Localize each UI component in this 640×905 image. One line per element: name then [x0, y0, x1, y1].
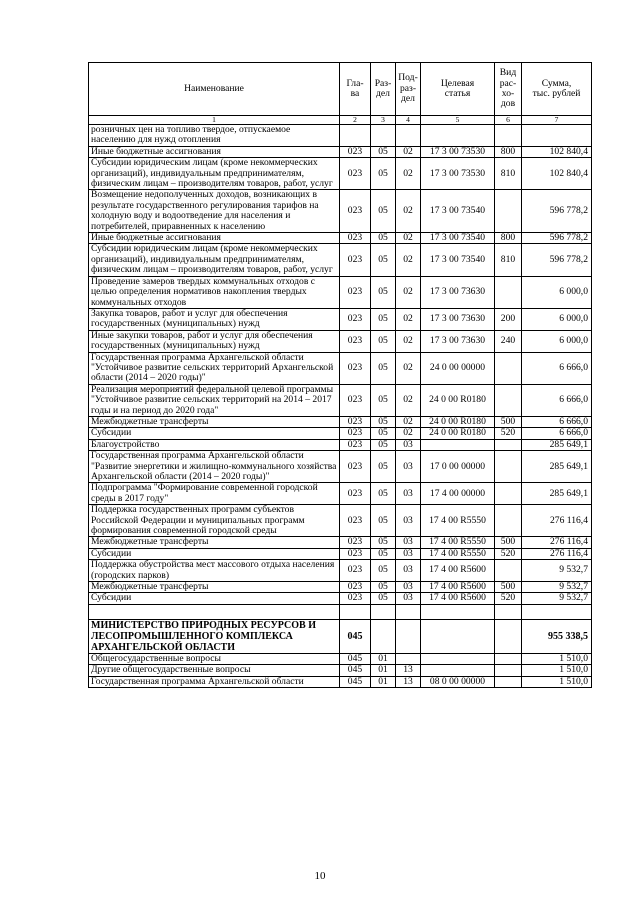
- col-target-header: Целевая статья: [421, 63, 495, 116]
- row-sum-cell: 285 649,1: [522, 483, 592, 505]
- row-name-cell: Реализация мероприятий федеральной целевой программы "Устойчивое развитие сельских территорий на 2014 – 2017 годы и на период до 2020 года": [89, 384, 340, 416]
- table-row: [89, 330, 592, 352]
- row-section-cell: [371, 604, 396, 619]
- row-section-cell: 05: [371, 276, 396, 308]
- row-section-cell: 05: [371, 416, 396, 427]
- row-name-cell: МИНИСТЕРСТВО ПРИРОДНЫХ РЕСУРСОВ И ЛЕСОПРОМЫШЛЕННОГО КОМПЛЕКСА АРХАНГЕЛЬСКОЙ ОБЛАСТИ: [89, 619, 340, 653]
- table-row: [89, 676, 592, 687]
- row-type-cell: [495, 451, 522, 483]
- row-sum-cell: 9 532,7: [522, 560, 592, 582]
- row-sum-cell: 285 649,1: [522, 439, 592, 450]
- row-section-cell: 05: [371, 244, 396, 276]
- table-row: [89, 428, 592, 439]
- row-target-cell: 17 3 00 73540: [421, 244, 495, 276]
- row-sum-cell: 276 116,4: [522, 537, 592, 548]
- row-type-cell: 800: [495, 146, 522, 157]
- row-name-cell: Поддержка обустройства мест массового отдыха населения (городских парков): [89, 560, 340, 582]
- table-row: [89, 158, 592, 190]
- row-name-cell: Подпрограмма "Формирование современной городской среды в 2017 году": [89, 483, 340, 505]
- row-type-cell: 500: [495, 537, 522, 548]
- table-row: [89, 352, 592, 384]
- row-target-cell: 17 4 00 00000: [421, 483, 495, 505]
- row-target-cell: 24 0 00 00000: [421, 352, 495, 384]
- col-sum-header: Сумма, тыс. рублей: [522, 63, 592, 116]
- row-subsection-cell: 03: [396, 593, 421, 604]
- row-chapter-cell: 023: [340, 233, 371, 244]
- row-name-cell: Закупка товаров, работ и услуг для обеспечения государственных (муниципальных) нужд: [89, 308, 340, 330]
- col-chapter-header: Гла- ва: [340, 63, 371, 116]
- table-row: [89, 146, 592, 157]
- row-section-cell: 05: [371, 439, 396, 450]
- row-section-cell: 05: [371, 451, 396, 483]
- row-name-cell: Субсидии юридическим лицам (кроме некоммерческих организаций), индивидуальным предпринимателям, физическим лицам – производителям товаров, работ, услуг: [89, 158, 340, 190]
- row-type-cell: 500: [495, 416, 522, 427]
- row-name-cell: Субсидии: [89, 428, 340, 439]
- row-section-cell: 05: [371, 352, 396, 384]
- row-sum-cell: 9 532,7: [522, 593, 592, 604]
- table-row: [89, 190, 592, 233]
- row-section-cell: 05: [371, 548, 396, 559]
- row-type-cell: [495, 604, 522, 619]
- row-subsection-cell: 03: [396, 483, 421, 505]
- table-row: [89, 384, 592, 416]
- row-section-cell: 01: [371, 653, 396, 664]
- row-section-cell: 05: [371, 505, 396, 537]
- row-target-cell: [421, 604, 495, 619]
- row-subsection-cell: 02: [396, 190, 421, 233]
- row-chapter-cell: 023: [340, 244, 371, 276]
- row-type-cell: [495, 665, 522, 676]
- row-chapter-cell: 023: [340, 158, 371, 190]
- table-row: [89, 604, 592, 619]
- row-target-cell: 17 4 00 R5600: [421, 560, 495, 582]
- table-row: [89, 451, 592, 483]
- row-type-cell: [495, 483, 522, 505]
- row-type-cell: [495, 653, 522, 664]
- row-section-cell: 05: [371, 190, 396, 233]
- row-subsection-cell: 13: [396, 665, 421, 676]
- row-name-cell: Межбюджетные трансферты: [89, 582, 340, 593]
- row-section-cell: [371, 619, 396, 653]
- row-sum-cell: 6 000,0: [522, 308, 592, 330]
- table-row: [89, 548, 592, 559]
- row-name-cell: Государственная программа Архангельской области "Устойчивое развитие сельских территорий Архангельской области (2014 – 2020 годы)": [89, 352, 340, 384]
- row-target-cell: 17 4 00 R5600: [421, 582, 495, 593]
- row-chapter-cell: 023: [340, 483, 371, 505]
- row-type-cell: 200: [495, 308, 522, 330]
- row-subsection-cell: 03: [396, 548, 421, 559]
- row-name-cell: розничных цен на топливо твердое, отпускаемое населению для нужд отопления: [89, 125, 340, 147]
- table-row: [89, 233, 592, 244]
- row-sum-cell: 9 532,7: [522, 582, 592, 593]
- row-type-cell: 240: [495, 330, 522, 352]
- row-sum-cell: 6 000,0: [522, 330, 592, 352]
- row-subsection-cell: [396, 619, 421, 653]
- row-target-cell: 17 3 00 73540: [421, 190, 495, 233]
- table-row: [89, 619, 592, 653]
- table-row: [89, 593, 592, 604]
- table-row: [89, 653, 592, 664]
- row-type-cell: [495, 125, 522, 147]
- row-type-cell: [495, 384, 522, 416]
- row-subsection-cell: 02: [396, 244, 421, 276]
- table-row: [89, 582, 592, 593]
- row-chapter-cell: 023: [340, 505, 371, 537]
- row-target-cell: 17 3 00 73630: [421, 330, 495, 352]
- row-subsection-cell: 02: [396, 158, 421, 190]
- row-subsection-cell: 02: [396, 416, 421, 427]
- row-section-cell: 05: [371, 384, 396, 416]
- row-sum-cell: 6 666,0: [522, 384, 592, 416]
- row-sum-cell: [522, 125, 592, 147]
- row-sum-cell: 6 666,0: [522, 428, 592, 439]
- row-name-cell: Субсидии: [89, 548, 340, 559]
- row-name-cell: Благоустройство: [89, 439, 340, 450]
- row-subsection-cell: 03: [396, 537, 421, 548]
- row-chapter-cell: 023: [340, 451, 371, 483]
- row-subsection-cell: 13: [396, 676, 421, 687]
- row-subsection-cell: 02: [396, 276, 421, 308]
- row-name-cell: Государственная программа Архангельской области "Развитие энергетики и жилищно-коммунального хозяйства Архангельской области (2014 – 2020 годы)": [89, 451, 340, 483]
- row-type-cell: 520: [495, 593, 522, 604]
- row-target-cell: 24 0 00 R0180: [421, 428, 495, 439]
- row-type-cell: 810: [495, 244, 522, 276]
- col-subsection-header: Под- раз- дел: [396, 63, 421, 116]
- row-name-cell: Общегосударственные вопросы: [89, 653, 340, 664]
- row-sum-cell: 276 116,4: [522, 548, 592, 559]
- row-sum-cell: 102 840,4: [522, 158, 592, 190]
- row-subsection-cell: 03: [396, 451, 421, 483]
- row-subsection-cell: 03: [396, 439, 421, 450]
- row-sum-cell: 596 778,2: [522, 244, 592, 276]
- row-sum-cell: 955 338,5: [522, 619, 592, 653]
- row-subsection-cell: 02: [396, 384, 421, 416]
- row-section-cell: 05: [371, 146, 396, 157]
- row-target-cell: [421, 125, 495, 147]
- col-number: 5: [421, 116, 495, 125]
- row-subsection-cell: 03: [396, 505, 421, 537]
- row-section-cell: [371, 125, 396, 147]
- row-subsection-cell: 03: [396, 560, 421, 582]
- row-sum-cell: 6 666,0: [522, 352, 592, 384]
- row-target-cell: 24 0 00 R0180: [421, 384, 495, 416]
- row-type-cell: 810: [495, 158, 522, 190]
- row-name-cell: Возмещение недополученных доходов, возникающих в результате государственного регулирования тарифов на холодную воду и водоотведение для населения и потребителей, приравненных к населению: [89, 190, 340, 233]
- row-target-cell: 17 4 00 R5550: [421, 537, 495, 548]
- col-number: 4: [396, 116, 421, 125]
- header-row: [89, 63, 592, 116]
- row-chapter-cell: 045: [340, 676, 371, 687]
- row-chapter-cell: 023: [340, 582, 371, 593]
- table-row: [89, 244, 592, 276]
- row-subsection-cell: 02: [396, 352, 421, 384]
- row-chapter-cell: [340, 125, 371, 147]
- table-row: [89, 125, 592, 147]
- row-name-cell: [89, 604, 340, 619]
- row-subsection-cell: [396, 653, 421, 664]
- row-type-cell: [495, 352, 522, 384]
- row-type-cell: [495, 560, 522, 582]
- budget-table-sheet: [88, 62, 591, 688]
- row-type-cell: 520: [495, 428, 522, 439]
- row-type-cell: [495, 619, 522, 653]
- row-target-cell: 17 3 00 73540: [421, 233, 495, 244]
- row-type-cell: [495, 439, 522, 450]
- row-chapter-cell: 023: [340, 548, 371, 559]
- row-type-cell: 800: [495, 233, 522, 244]
- row-chapter-cell: 023: [340, 190, 371, 233]
- row-target-cell: 08 0 00 00000: [421, 676, 495, 687]
- row-sum-cell: 6 666,0: [522, 416, 592, 427]
- row-target-cell: [421, 653, 495, 664]
- row-sum-cell: 1 510,0: [522, 653, 592, 664]
- row-target-cell: 24 0 00 R0180: [421, 416, 495, 427]
- row-section-cell: 01: [371, 676, 396, 687]
- row-name-cell: Иные закупки товаров, работ и услуг для обеспечения государственных (муниципальных) нужд: [89, 330, 340, 352]
- row-sum-cell: 276 116,4: [522, 505, 592, 537]
- row-target-cell: [421, 665, 495, 676]
- row-subsection-cell: [396, 125, 421, 147]
- row-target-cell: 17 0 00 00000: [421, 451, 495, 483]
- row-type-cell: [495, 276, 522, 308]
- table-row: [89, 276, 592, 308]
- row-section-cell: 05: [371, 330, 396, 352]
- row-name-cell: Субсидии: [89, 593, 340, 604]
- row-subsection-cell: 02: [396, 146, 421, 157]
- col-section-header: Раз- дел: [371, 63, 396, 116]
- row-sum-cell: 102 840,4: [522, 146, 592, 157]
- row-chapter-cell: 023: [340, 384, 371, 416]
- col-number: 3: [371, 116, 396, 125]
- row-target-cell: 17 3 00 73630: [421, 276, 495, 308]
- col-name-header: Наименование: [89, 63, 340, 116]
- row-chapter-cell: 023: [340, 146, 371, 157]
- col-number: 1: [89, 116, 340, 125]
- row-type-cell: 500: [495, 582, 522, 593]
- row-target-cell: 17 3 00 73530: [421, 158, 495, 190]
- row-section-cell: 05: [371, 560, 396, 582]
- row-section-cell: 05: [371, 233, 396, 244]
- row-name-cell: Государственная программа Архангельской области: [89, 676, 340, 687]
- row-sum-cell: 1 510,0: [522, 665, 592, 676]
- row-subsection-cell: 02: [396, 428, 421, 439]
- row-sum-cell: 1 510,0: [522, 676, 592, 687]
- row-type-cell: [495, 190, 522, 233]
- row-section-cell: 05: [371, 308, 396, 330]
- col-number: 6: [495, 116, 522, 125]
- row-name-cell: Межбюджетные трансферты: [89, 537, 340, 548]
- row-section-cell: 01: [371, 665, 396, 676]
- row-target-cell: 17 4 00 R5600: [421, 593, 495, 604]
- row-subsection-cell: 02: [396, 308, 421, 330]
- row-name-cell: Межбюджетные трансферты: [89, 416, 340, 427]
- table-row: [89, 560, 592, 582]
- row-name-cell: Поддержка государственных программ субъектов Российской Федерации и муниципальных программ формирования современной городской среды: [89, 505, 340, 537]
- row-section-cell: 05: [371, 483, 396, 505]
- row-section-cell: 05: [371, 428, 396, 439]
- row-chapter-cell: 045: [340, 665, 371, 676]
- row-sum-cell: 285 649,1: [522, 451, 592, 483]
- row-target-cell: 17 4 00 R5550: [421, 548, 495, 559]
- table-body: [89, 125, 592, 688]
- table-row: [89, 665, 592, 676]
- row-sum-cell: 596 778,2: [522, 233, 592, 244]
- row-name-cell: Другие общегосударственные вопросы: [89, 665, 340, 676]
- row-chapter-cell: 023: [340, 416, 371, 427]
- row-chapter-cell: 023: [340, 276, 371, 308]
- row-subsection-cell: [396, 604, 421, 619]
- row-target-cell: [421, 439, 495, 450]
- row-subsection-cell: 02: [396, 233, 421, 244]
- row-section-cell: 05: [371, 582, 396, 593]
- col-number: 2: [340, 116, 371, 125]
- table-row: [89, 416, 592, 427]
- col-number: 7: [522, 116, 592, 125]
- row-chapter-cell: [340, 604, 371, 619]
- row-target-cell: [421, 619, 495, 653]
- row-chapter-cell: 045: [340, 653, 371, 664]
- row-chapter-cell: 023: [340, 560, 371, 582]
- row-target-cell: 17 3 00 73630: [421, 308, 495, 330]
- table-row: [89, 439, 592, 450]
- row-chapter-cell: 023: [340, 439, 371, 450]
- table-row: [89, 483, 592, 505]
- page-number: 10: [314, 870, 326, 882]
- row-sum-cell: [522, 604, 592, 619]
- row-chapter-cell: 023: [340, 428, 371, 439]
- row-target-cell: 17 4 00 R5550: [421, 505, 495, 537]
- row-type-cell: 520: [495, 548, 522, 559]
- row-target-cell: 17 3 00 73530: [421, 146, 495, 157]
- row-chapter-cell: 023: [340, 308, 371, 330]
- row-name-cell: Иные бюджетные ассигнования: [89, 146, 340, 157]
- row-chapter-cell: 023: [340, 537, 371, 548]
- row-name-cell: Иные бюджетные ассигнования: [89, 233, 340, 244]
- row-type-cell: [495, 505, 522, 537]
- row-subsection-cell: 03: [396, 582, 421, 593]
- row-name-cell: Субсидии юридическим лицам (кроме некоммерческих организаций), индивидуальным предпринимателям, физическим лицам – производителям товаров, работ, услуг: [89, 244, 340, 276]
- row-chapter-cell: 023: [340, 330, 371, 352]
- table-row: [89, 537, 592, 548]
- table-row: [89, 308, 592, 330]
- row-type-cell: [495, 676, 522, 687]
- budget-table: [88, 62, 592, 688]
- row-section-cell: 05: [371, 158, 396, 190]
- row-sum-cell: 596 778,2: [522, 190, 592, 233]
- table-row: [89, 505, 592, 537]
- col-type-header: Вид рас- хо- дов: [495, 63, 522, 116]
- row-section-cell: 05: [371, 537, 396, 548]
- row-sum-cell: 6 000,0: [522, 276, 592, 308]
- row-chapter-cell: 045: [340, 619, 371, 653]
- row-subsection-cell: 02: [396, 330, 421, 352]
- row-chapter-cell: 023: [340, 352, 371, 384]
- row-section-cell: 05: [371, 593, 396, 604]
- row-name-cell: Проведение замеров твердых коммунальных отходов с целью определения нормативов накопления твердых коммунальных отходов: [89, 276, 340, 308]
- row-chapter-cell: 023: [340, 593, 371, 604]
